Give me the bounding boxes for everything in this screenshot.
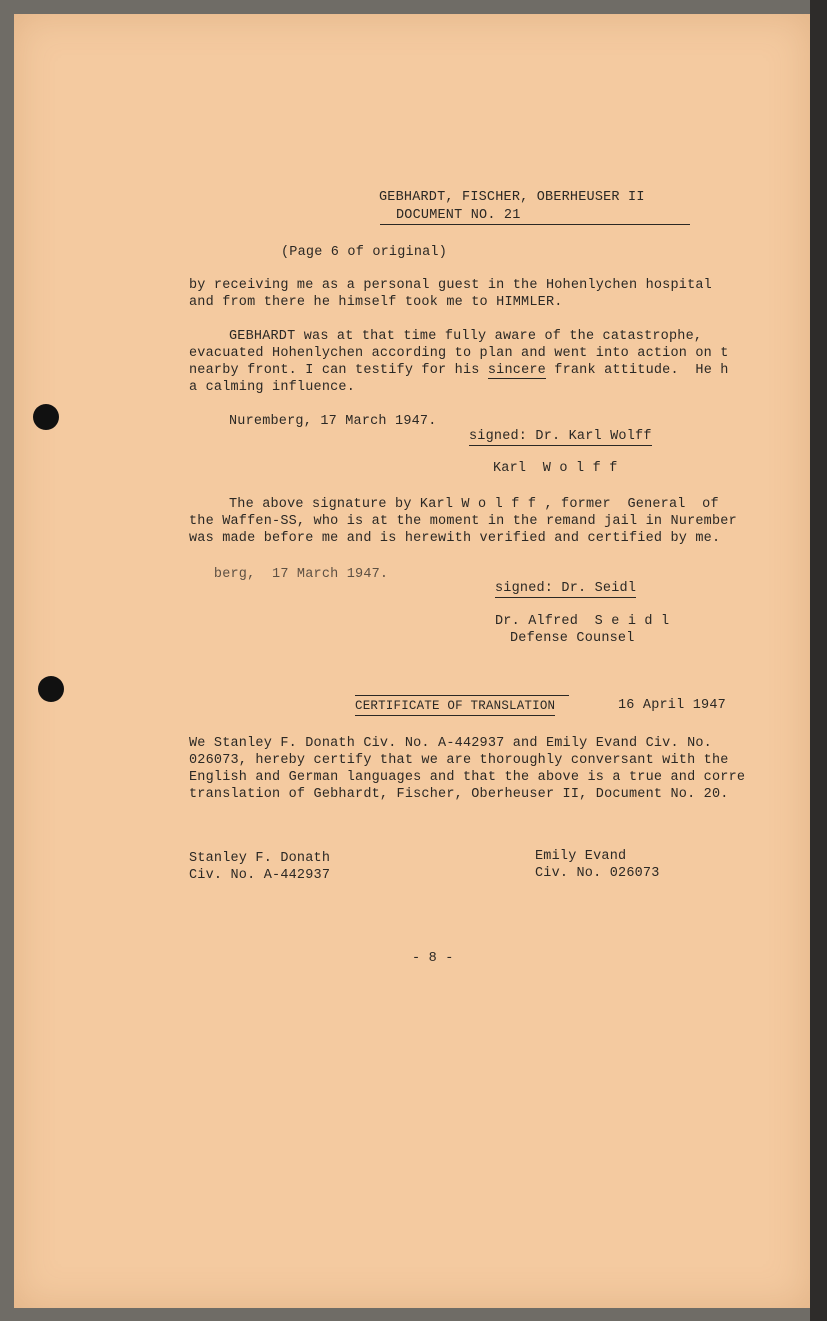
- page-number: - 8 -: [412, 951, 454, 966]
- emphasized-word: sincere: [487, 363, 546, 378]
- body-line: was made before me and is herewith verified and certified by me.: [189, 531, 721, 546]
- body-line: GEBHARDT was at that time fully aware of the catastrophe,: [229, 329, 703, 344]
- body-text: frank attitude. He h: [545, 363, 729, 378]
- scan-edge: [810, 0, 827, 1321]
- certificate-line: We Stanley F. Donath Civ. No. A-442937 and Emily Evand Civ. No.: [189, 736, 712, 751]
- place-date: Nuremberg, 17 March 1947.: [229, 414, 437, 429]
- place-date: berg, 17 March 1947.: [189, 567, 389, 582]
- translator-name: Emily Evand: [535, 849, 627, 864]
- body-line: [189, 362, 729, 379]
- signed-line: signed: Dr. Seidl: [495, 581, 637, 596]
- punch-hole-bottom: [38, 676, 64, 702]
- body-line: and from there he himself took me to HIMMLER.: [189, 295, 563, 310]
- body-line: the Waffen-SS, who is at the moment in the remand jail in Nurember: [189, 514, 737, 529]
- certificate-heading: CERTIFICATE OF TRANSLATION: [355, 698, 555, 716]
- typed-name: Dr. Alfred S e i d l: [495, 614, 670, 629]
- body-line: The above signature by Karl W o l f f , former General of: [229, 497, 719, 512]
- body-line: evacuated Hohenlychen according to plan and went into action on t: [189, 346, 729, 361]
- body-line: a calming influence.: [189, 380, 356, 395]
- certificate-rule: [355, 695, 569, 696]
- certificate-line: 026073, hereby certify that we are thoroughly conversant with the: [189, 753, 729, 768]
- header-rule: [380, 224, 690, 225]
- punch-hole-top: [33, 404, 59, 430]
- typed-name: Karl W o l f f: [493, 461, 618, 476]
- body-line: by receiving me as a personal guest in the Hohenlychen hospital: [189, 278, 712, 293]
- certificate-line: English and German languages and that the above is a true and corre: [189, 770, 746, 785]
- translator-civ: Civ. No. A-442937: [189, 868, 331, 883]
- certificate-line: translation of Gebhardt, Fischer, Oberheuser II, Document No. 20.: [189, 787, 729, 802]
- counsel-title: Defense Counsel: [510, 631, 635, 646]
- document-header-line1: GEBHARDT, FISCHER, OBERHEUSER II: [379, 190, 645, 205]
- translator-name: Stanley F. Donath: [189, 851, 331, 866]
- translator-civ: Civ. No. 026073: [535, 866, 660, 881]
- body-text: nearby front. I can testify for his: [189, 363, 488, 378]
- signed-line: signed: Dr. Karl Wolff: [469, 429, 652, 444]
- document-header-line2: DOCUMENT NO. 21: [396, 208, 521, 223]
- page-reference: (Page 6 of original): [281, 245, 448, 260]
- certificate-date: 16 April 1947: [618, 698, 726, 713]
